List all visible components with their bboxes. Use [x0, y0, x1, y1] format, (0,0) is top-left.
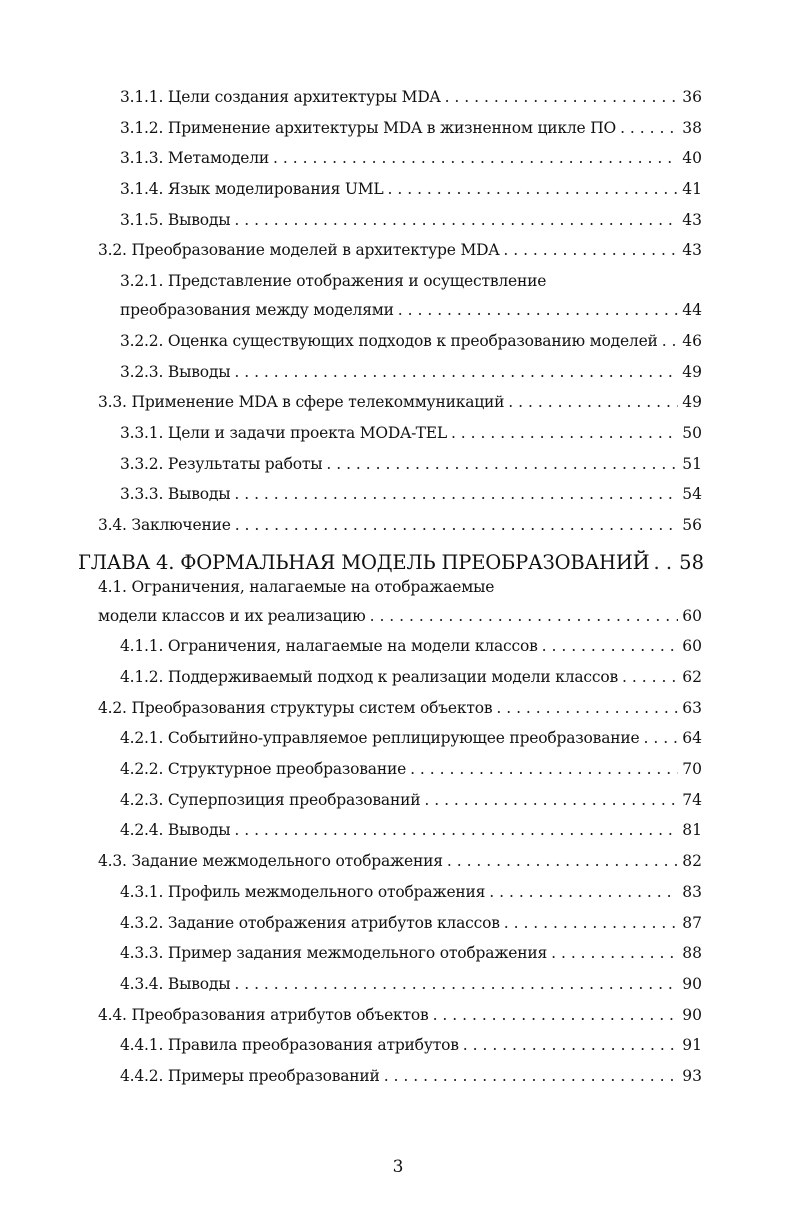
toc-entry-row [120, 272, 702, 290]
toc-entry[interactable] [0, 971, 796, 1002]
toc-entry-row [120, 119, 702, 137]
toc-entry[interactable] [0, 176, 796, 207]
toc-entry-page: 93 [682, 1066, 702, 1085]
toc-entry-title: 3.1.1. Цели создания архитектуры MDA [120, 88, 441, 106]
dot-leader [388, 180, 679, 198]
toc-entry-title: 4.2.1. Событийно-управляемое реплицирующее преобразование [120, 729, 640, 748]
toc-entry-row [98, 241, 702, 259]
toc-entry-page: 87 [682, 913, 702, 932]
toc-entry-page: 60 [682, 637, 702, 656]
toc-entry-title: 4.2.2. Структурное преобразование [120, 760, 407, 779]
dot-leader [235, 516, 679, 534]
dot-leader [620, 119, 678, 137]
toc-entry[interactable] [0, 328, 796, 359]
dot-leader [643, 729, 678, 747]
toc-entry-page: 41 [682, 180, 702, 199]
toc-entry-title: 4.3. Задание межмодельного отображения [98, 852, 443, 871]
toc-entry-title: ГЛАВА 4. ФОРМАЛЬНАЯ МОДЕЛЬ ПРЕОБРАЗОВАНИЙ [78, 550, 650, 574]
toc-entry[interactable] [0, 512, 796, 543]
chapter-heading[interactable] [0, 543, 796, 574]
toc-entry[interactable] [0, 787, 796, 818]
toc-entry-row [120, 211, 702, 229]
toc-entry[interactable] [0, 268, 796, 297]
table-of-contents [0, 84, 796, 1094]
toc-entry-row [120, 88, 702, 106]
toc-entry[interactable] [0, 603, 796, 634]
toc-entry-title: 3.4. Заключение [98, 515, 231, 534]
toc-entry-page: 74 [682, 790, 702, 809]
toc-entry-title: 3.2.2. Оценка существующих подходов к преобразованию моделей [120, 331, 658, 350]
toc-entry-title: 4.3.2. Задание отображения атрибутов классов [120, 913, 500, 932]
toc-entry-row [120, 914, 702, 932]
toc-entry[interactable] [0, 574, 796, 603]
toc-entry[interactable] [0, 1063, 796, 1094]
toc-entry-title: 3.1.4. Язык моделирования UML [120, 180, 384, 199]
toc-entry-row [120, 729, 702, 747]
toc-entry-title: 4.3.1. Профиль межмодельного отображения [120, 882, 486, 901]
toc-entry-row [120, 637, 702, 655]
toc-entry-row [98, 852, 702, 870]
toc-entry-page: 43 [682, 241, 702, 260]
toc-entry-page: 49 [682, 393, 702, 412]
toc-entry-title: 4.4.2. Примеры преобразований [120, 1066, 380, 1085]
toc-entry[interactable] [0, 420, 796, 451]
toc-entry-title: 4.4.1. Правила преобразования атрибутов [120, 1036, 459, 1055]
toc-entry-page: 56 [682, 515, 702, 534]
toc-entry-page: 82 [682, 852, 702, 871]
dot-leader [234, 975, 678, 993]
toc-entry-row [120, 301, 702, 319]
toc-entry[interactable] [0, 1002, 796, 1033]
toc-entry-row [120, 363, 702, 381]
toc-entry-title: преобразования между моделями [120, 301, 394, 320]
toc-entry-title: 3.1.5. Выводы [120, 210, 231, 229]
dot-leader [489, 883, 678, 901]
toc-entry[interactable] [0, 207, 796, 238]
toc-entry-row [98, 607, 702, 625]
toc-entry-row [98, 516, 702, 534]
toc-entry-row [120, 332, 702, 350]
toc-entry-page: 46 [682, 331, 702, 350]
toc-entry-page: 60 [682, 606, 702, 625]
toc-entry[interactable] [0, 115, 796, 146]
toc-entry[interactable] [0, 695, 796, 726]
toc-entry-page: 63 [682, 698, 702, 717]
dot-leader [398, 301, 678, 319]
toc-entry-row [120, 760, 702, 778]
toc-entry-row [120, 944, 702, 962]
dot-leader [234, 485, 678, 503]
toc-entry-row [98, 393, 702, 411]
toc-entry-page: 36 [682, 88, 702, 106]
toc-entry-row [120, 668, 702, 686]
dot-leader [384, 1067, 679, 1085]
toc-entry-page: 90 [682, 974, 702, 993]
toc-entry-title: 4.2.3. Суперпозиция преобразований [120, 790, 421, 809]
toc-entry-title: 3.3.3. Выводы [120, 485, 231, 504]
toc-entry-page: 70 [682, 760, 702, 779]
toc-entry-title: 4.1.1. Ограничения, налагаемые на модели классов [120, 637, 538, 656]
dot-leader [273, 149, 678, 167]
toc-entry-row [120, 975, 702, 993]
dot-leader [662, 332, 679, 350]
toc-entry-page: 51 [682, 454, 702, 473]
toc-entry-row [98, 1006, 702, 1024]
dot-leader [504, 914, 679, 932]
dot-leader [447, 852, 678, 870]
toc-entry-title: модели классов и их реализацию [98, 606, 366, 625]
toc-entry-page: 38 [682, 118, 702, 137]
toc-entry-row [120, 424, 702, 442]
toc-entry[interactable] [0, 451, 796, 482]
toc-entry[interactable] [0, 664, 796, 695]
toc-entry[interactable] [0, 910, 796, 941]
toc-entry-row [98, 699, 702, 717]
toc-entry-page: 43 [682, 210, 702, 229]
toc-entry[interactable] [0, 237, 796, 268]
toc-entry-row [120, 821, 702, 839]
dot-leader [622, 668, 678, 686]
dot-leader [234, 363, 678, 381]
toc-entry-page: 44 [682, 301, 702, 320]
toc-entry-title: 4.1. Ограничения, налагаемые на отображаемые [98, 577, 495, 596]
dot-leader [463, 1036, 678, 1054]
toc-entry-title: 4.2.4. Выводы [120, 821, 231, 840]
toc-entry-title: 3.1.3. Метамодели [120, 149, 270, 168]
toc-entry-page: 40 [682, 149, 702, 168]
dot-leader [433, 1006, 679, 1024]
toc-entry-row [120, 455, 702, 473]
toc-entry-page: 90 [682, 1005, 702, 1024]
toc-entry[interactable] [0, 848, 796, 879]
toc-entry[interactable] [0, 879, 796, 910]
toc-entry-page: 54 [682, 485, 702, 504]
toc-entry-title: 4.4. Преобразования атрибутов объектов [98, 1005, 429, 1024]
toc-entry-row [78, 551, 704, 574]
toc-entry-page: 62 [682, 668, 702, 686]
toc-entry-title: 3.2.1. Представление отображения и осуществление [120, 272, 547, 291]
dot-leader [234, 821, 678, 839]
dot-leader [496, 699, 678, 717]
toc-entry-title: 3.2.3. Выводы [120, 362, 231, 381]
toc-entry-page: 81 [682, 821, 702, 840]
toc-entry[interactable] [0, 756, 796, 787]
toc-entry-row [120, 1036, 702, 1054]
toc-entry-title: 3.3.2. Результаты работы [120, 454, 323, 473]
toc-entry[interactable] [0, 359, 796, 390]
toc-entry-row [120, 180, 702, 198]
toc-entry-page: 91 [682, 1036, 702, 1055]
toc-entry-title: 3.3.1. Цели и задачи проекта MODA-TEL [120, 423, 447, 442]
toc-entry[interactable] [0, 817, 796, 848]
toc-entry-title: 3.2. Преобразование моделей в архитектуре MDA [98, 241, 500, 260]
dot-leader [410, 760, 678, 778]
toc-entry[interactable] [0, 940, 796, 971]
toc-entry[interactable] [0, 145, 796, 176]
toc-entry-title: 4.3.3. Пример задания межмодельного отображения [120, 944, 548, 963]
toc-entry-row [120, 485, 702, 503]
dot-leader [424, 791, 678, 809]
toc-entry-title: 4.3.4. Выводы [120, 974, 231, 993]
toc-entry-page: 49 [682, 362, 702, 381]
dot-leader [326, 455, 678, 473]
dot-leader [551, 944, 678, 962]
toc-entry-page: 50 [682, 423, 702, 442]
dot-leader [542, 637, 679, 655]
toc-entry[interactable] [0, 725, 796, 756]
toc-entry-row [120, 1067, 702, 1085]
page-number: 3 [392, 1157, 404, 1177]
toc-entry-page: 64 [682, 729, 702, 748]
toc-entry-page: 88 [682, 944, 702, 963]
dot-leader [370, 607, 679, 625]
toc-entry[interactable] [0, 389, 796, 420]
toc-entry-row [98, 578, 702, 596]
dot-leader [508, 393, 678, 411]
toc-entry-row [120, 791, 702, 809]
toc-entry-title: 3.3. Применение MDA в сфере телекоммуникаций [98, 393, 505, 412]
toc-entry-row [120, 883, 702, 901]
toc-entry[interactable] [0, 297, 796, 328]
dot-leader [653, 551, 675, 574]
toc-entry[interactable] [0, 1032, 796, 1063]
dot-leader [503, 241, 678, 259]
toc-entry[interactable] [0, 633, 796, 664]
dot-leader [445, 88, 679, 106]
dot-leader [451, 424, 678, 442]
toc-entry-row [120, 149, 702, 167]
toc-entry[interactable] [0, 481, 796, 512]
toc-entry-title: 3.1.2. Применение архитектуры MDA в жизненном цикле ПО [120, 118, 617, 137]
toc-entry[interactable] [0, 84, 796, 115]
toc-entry-page: 83 [682, 882, 702, 901]
toc-entry-title: 4.1.2. Поддерживаемый подход к реализации модели классов [120, 668, 619, 686]
toc-entry-page: 58 [679, 550, 704, 574]
toc-entry-title: 4.2. Преобразования структуры систем объектов [98, 698, 493, 717]
dot-leader [234, 211, 678, 229]
